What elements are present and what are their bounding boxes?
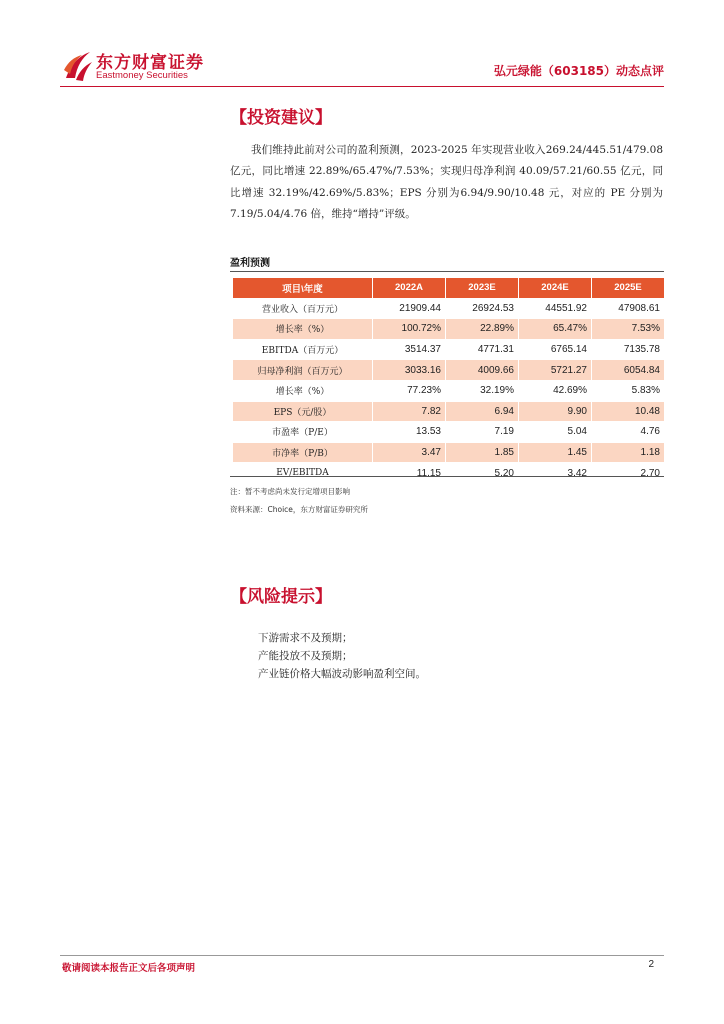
row-label: 增长率（%） [233,380,373,401]
table-cell: 3514.37 [373,339,446,360]
header-divider [60,86,664,87]
table-cell: 3033.16 [373,360,446,381]
table-cell: 44551.92 [519,298,592,319]
table-cell: 4009.66 [446,360,519,381]
risk-item: 下游需求不及预期； [258,632,353,644]
table-header-row [233,278,665,299]
row-label: 增长率（%） [233,319,373,340]
table-row [233,422,665,443]
table-row [233,380,665,401]
header-cell: 2022A [373,278,446,299]
risk-item: 产能投放不及预期； [258,650,353,662]
row-label: EV/EBITDA [233,463,373,484]
table-row [233,319,665,340]
table-cell: 5.04 [519,422,592,443]
footer-divider [60,955,664,956]
table-row [233,360,665,381]
table-cell: 9.90 [519,401,592,422]
table-cell: 100.72% [373,319,446,340]
table-cell: 4.76 [592,422,665,443]
table-cell: 11.15 [373,463,446,484]
report-title: 弘元绿能（603185）动态点评 [493,64,664,78]
table-cell: 10.48 [592,401,665,422]
table-cell: 7.82 [373,401,446,422]
header-cell: 2023E [446,278,519,299]
table-cell: 5.20 [446,463,519,484]
row-label: 归母净利润（百万元） [233,360,373,381]
table-row [233,401,665,422]
table-row [233,339,665,360]
header-cell: 2025E [592,278,665,299]
row-label: EBITDA（百万元） [233,339,373,360]
risk-item: 产业链价格大幅波动影响盈利空间。 [258,668,426,680]
invest-advice-paragraph: 我们维持此前对公司的盈利预测，2023-2025 年实现营业收入269.24/445.51/479.08 亿元，同比增速 22.89%/65.47%/7.53%；实现归母净利润 40.09/57.21/60.55 亿元，同比增速 32.19%/42.69%/5.83%；EPS 分别为6.94/9.90/10.48 元，对应的 PE 分别为 7.19/5.04/4.76 倍，维持“增持”评级。 [230,144,663,220]
table-cell: 3.47 [373,442,446,463]
footer-disclaimer: 敬请阅读本报告正文后各项声明 [62,963,196,974]
header-cell: 项目\年度 [233,278,373,299]
table-cell: 5721.27 [519,360,592,381]
row-label: 市盈率（P/E） [233,422,373,443]
table-cell: 6765.14 [519,339,592,360]
table-cell: 4771.31 [446,339,519,360]
table-cell: 3.42 [519,463,592,484]
row-label: EPS（元/股） [233,401,373,422]
row-label: 市净率（P/B） [233,442,373,463]
table-title-divider [230,271,664,272]
table-cell: 77.23% [373,380,446,401]
table-source: 资料来源：Choice，东方财富证券研究所 [230,505,368,514]
table-cell: 1.45 [519,442,592,463]
table-cell: 26924.53 [446,298,519,319]
table-cell: 1.85 [446,442,519,463]
table-cell: 1.18 [592,442,665,463]
invest-advice-heading: 【投资建议】 [230,108,332,128]
table-cell: 21909.44 [373,298,446,319]
table-cell: 42.69% [519,380,592,401]
table-cell: 7.19 [446,422,519,443]
risk-warning-heading: 【风险提示】 [230,587,332,607]
header-cell: 2024E [519,278,592,299]
logo-english-name: Eastmoney Securities [96,70,188,81]
table-cell: 22.89% [446,319,519,340]
eastmoney-logo-icon [62,48,94,84]
table-cell: 7135.78 [592,339,665,360]
table-cell: 6054.84 [592,360,665,381]
table-row [233,442,665,463]
table-cell: 47908.61 [592,298,665,319]
table-title: 盈利预测 [230,258,270,269]
page-number: 2 [648,959,654,970]
table-cell: 5.83% [592,380,665,401]
table-cell: 6.94 [446,401,519,422]
table-note: 注：暂不考虑尚未发行定增项目影响 [230,487,350,496]
table-cell: 2.70 [592,463,665,484]
table-row [233,463,665,484]
risk-list [258,629,426,683]
table-bottom-divider [230,476,664,477]
table-cell: 7.53% [592,319,665,340]
logo-chinese-name: 东方财富证券 [96,53,204,73]
profit-forecast-table [232,277,665,484]
table-cell: 32.19% [446,380,519,401]
table-cell: 65.47% [519,319,592,340]
table-row [233,298,665,319]
row-label: 营业收入（百万元） [233,298,373,319]
table-cell: 13.53 [373,422,446,443]
